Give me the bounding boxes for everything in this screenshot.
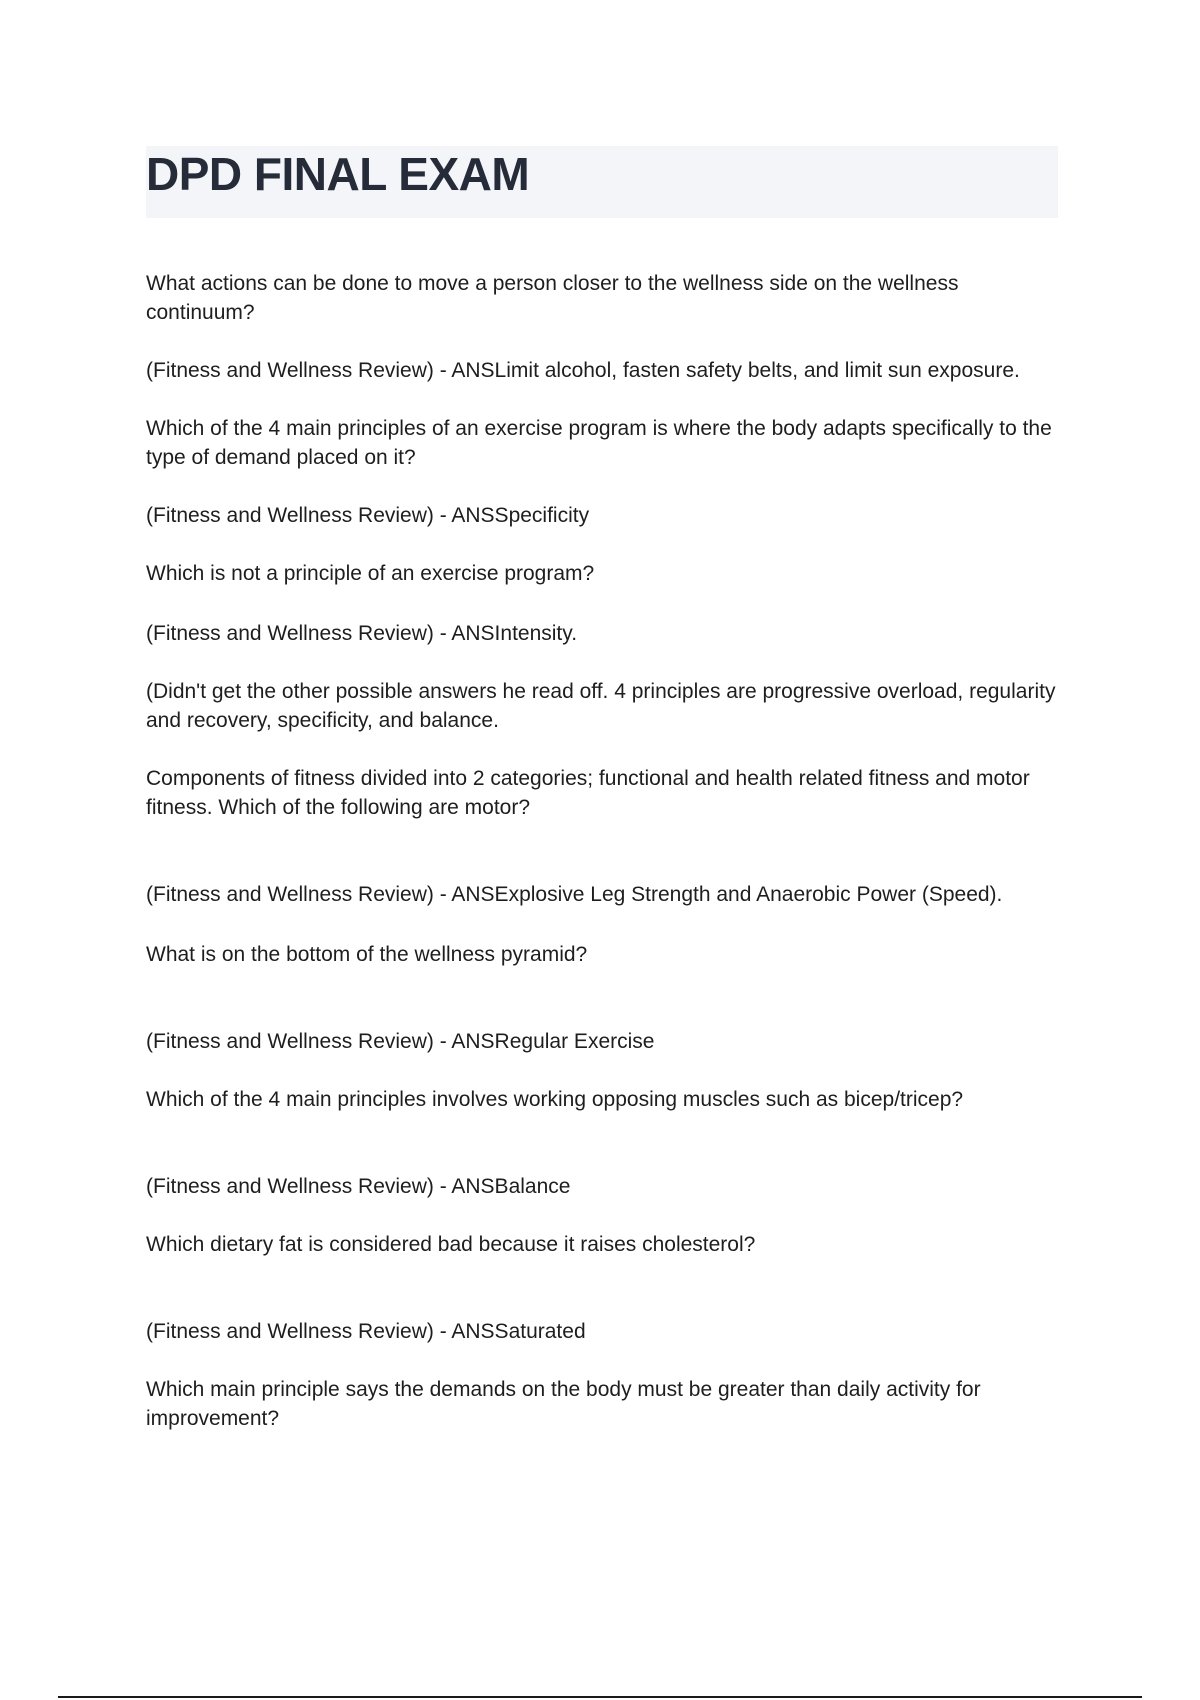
answer-text: (Fitness and Wellness Review) - ANSBalance: [146, 1175, 571, 1198]
footer-divider: [58, 1696, 1142, 1698]
question-text: Which of the 4 main principles involves working opposing muscles such as bicep/tricep?: [146, 1088, 964, 1111]
answer-text: (Fitness and Wellness Review) - ANSIntensity.: [146, 622, 578, 645]
question-text: Which of the 4 main principles of an exercise program is where the body adapts specifically to the type of demand placed on it?: [146, 417, 1052, 469]
answer-text: (Fitness and Wellness Review) - ANSLimit alcohol, fasten safety belts, and limit sun exposure.: [146, 359, 1020, 382]
question-text: What actions can be done to move a person closer to the wellness side on the wellness continuum?: [146, 272, 959, 324]
question-text: Components of fitness divided into 2 categories; functional and health related fitness and motor fitness. Which of the following are motor?: [146, 767, 1030, 819]
question-text: Which is not a principle of an exercise program?: [146, 562, 595, 585]
answer-text: (Fitness and Wellness Review) - ANSExplosive Leg Strength and Anaerobic Power (Speed).: [146, 883, 1003, 906]
answer-text: (Fitness and Wellness Review) - ANSSpecificity: [146, 504, 590, 527]
question-text: What is on the bottom of the wellness pyramid?: [146, 943, 588, 966]
page-title: DPD FINAL EXAM: [146, 148, 530, 200]
question-text: Which main principle says the demands on the body must be greater than daily activity for improvement?: [146, 1378, 981, 1430]
question-text: Which dietary fat is considered bad because it raises cholesterol?: [146, 1233, 756, 1256]
note-text: (Didn't get the other possible answers he read off. 4 principles are progressive overload, regularity and recovery, specificity, and balance.: [146, 680, 1056, 732]
answer-text: (Fitness and Wellness Review) - ANSSaturated: [146, 1320, 586, 1343]
document-body: [146, 269, 1066, 1433]
answer-text: (Fitness and Wellness Review) - ANSRegular Exercise: [146, 1030, 655, 1053]
